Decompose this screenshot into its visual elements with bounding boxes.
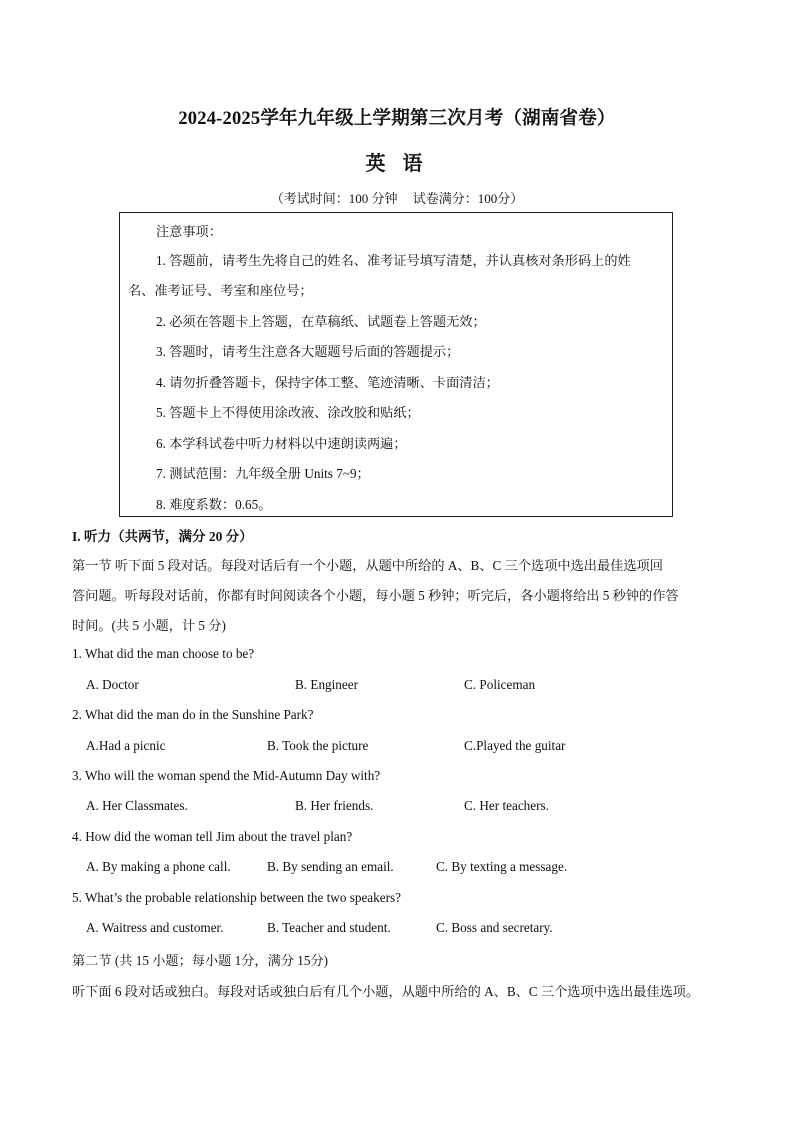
notice-item: 1. 答题前，请考生先将自己的姓名、准考证号填写清楚，并认真核对条形码上的姓	[156, 253, 631, 268]
option-b: B. Her friends.	[295, 798, 374, 813]
exam-meta	[0, 188, 794, 207]
option-c: C. Her teachers.	[464, 798, 549, 813]
part1-intro: 答问题。听每段对话前，你都有时间阅读各个小题，每小题 5 秒钟；听完后，各小题将给出 5 秒钟的作答	[72, 588, 679, 603]
option-a: A. Her Classmates.	[86, 798, 188, 813]
option-a: A. By making a phone call.	[86, 859, 231, 874]
exam-time: （考试时间：100 分钟	[270, 191, 398, 206]
notice-item: 2. 必须在答题卡上答题，在草稿纸、试题卷上答题无效；	[156, 314, 486, 329]
option-a: A. Waitress and customer.	[86, 920, 224, 935]
option-b: B. Teacher and student.	[267, 920, 391, 935]
exam-title: 2024-2025学年九年级上学期第三次月考（湖南省卷）	[178, 109, 616, 129]
question-stem: 3. Who will the woman spend the Mid-Autumn Day with?	[72, 768, 381, 783]
option-a: A.Had a picnic	[86, 738, 166, 753]
notice-item: 5. 答题卡上不得使用涂改液、涂改胶和贴纸；	[156, 405, 420, 420]
notice-heading: 注意事项：	[156, 224, 222, 239]
notice-item: 名、准考证号、考室和座位号；	[128, 283, 313, 298]
exam-full-score: 试卷满分：100分）	[412, 191, 524, 206]
exam-subject: 英 语	[365, 153, 429, 175]
question-stem: 4. How did the woman tell Jim about the travel plan?	[72, 829, 353, 844]
option-b: B. By sending an email.	[267, 859, 394, 874]
notice-item: 7. 测试范围：九年级全册 Units 7~9；	[156, 466, 370, 481]
option-c: C. By texting a message.	[436, 859, 568, 874]
question-stem: 5. What’s the probable relationship between the two speakers?	[72, 890, 401, 905]
section-listening-heading: I. 听力（共两节，满分 20 分）	[72, 529, 253, 544]
option-c: C. Policeman	[464, 677, 536, 692]
option-b: B. Took the picture	[267, 738, 369, 753]
part2-heading: 第二节 (共 15 小题；每小题 1分，满分 15分)	[72, 953, 329, 968]
notice-item: 4. 请勿折叠答题卡，保持字体工整、笔迹清晰、卡面清洁；	[156, 375, 499, 390]
part2-intro: 听下面 6 段对话或独白。每段对话或独白后有几个小题，从题中所给的 A、B、C 三个选项中选出最佳选项。	[72, 984, 700, 999]
notice-item: 6. 本学科试卷中听力材料以中速朗读两遍；	[156, 436, 407, 451]
question-stem: 2. What did the man do in the Sunshine Park?	[72, 707, 314, 722]
notice-item: 8. 难度系数：0.65。	[156, 497, 272, 512]
part1-intro: 时间。(共 5 小题，计 5 分)	[72, 618, 226, 633]
option-a: A. Doctor	[86, 677, 139, 692]
part1-intro: 第一节 听下面 5 段对话。每段对话后有一个小题，从题中所给的 A、B、C 三个选项中选出最佳选项回	[72, 558, 663, 573]
option-b: B. Engineer	[295, 677, 358, 692]
option-c: C.Played the guitar	[464, 738, 566, 753]
notice-item: 3. 答题时，请考生注意各大题题号后面的答题提示；	[156, 344, 460, 359]
option-c: C. Boss and secretary.	[436, 920, 553, 935]
question-stem: 1. What did the man choose to be?	[72, 646, 255, 661]
notice-box	[119, 212, 673, 517]
